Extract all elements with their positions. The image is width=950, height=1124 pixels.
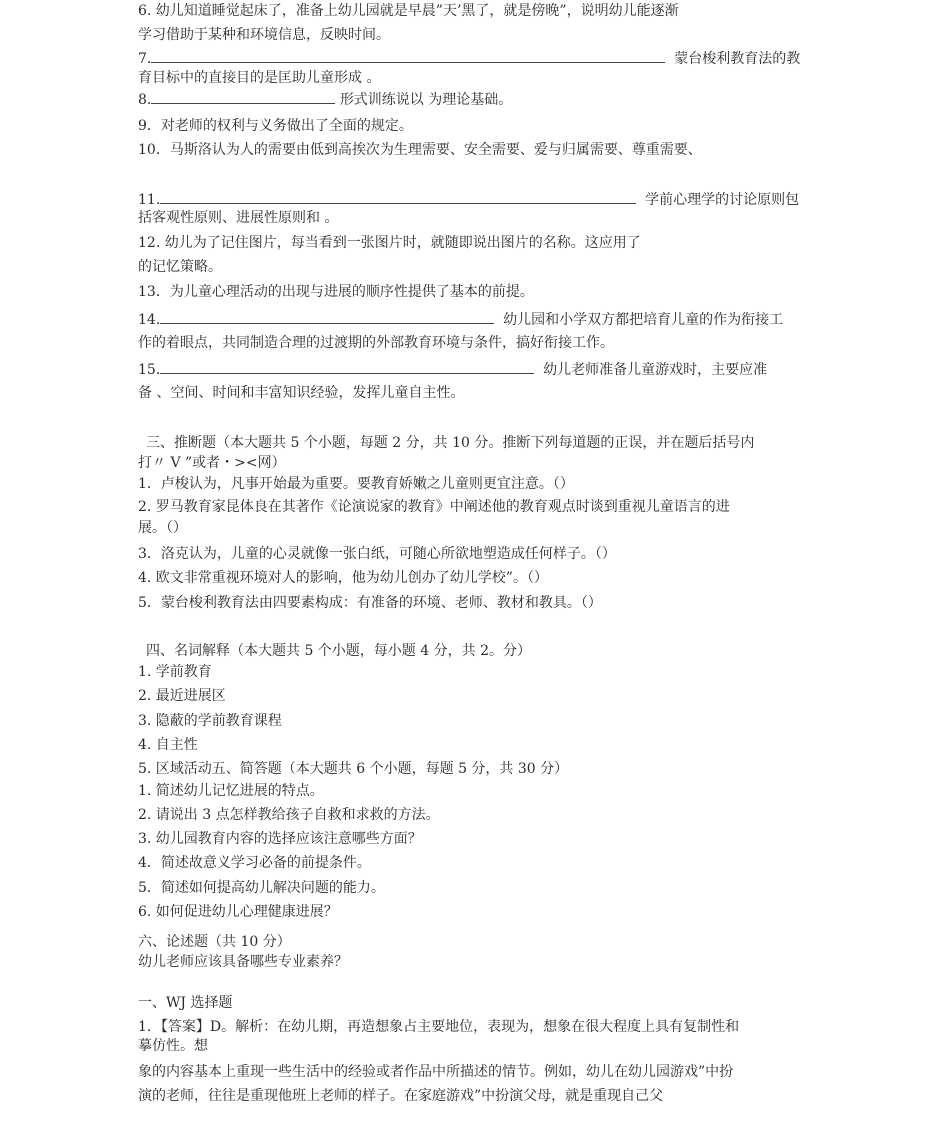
judgment-item: 5．蒙台梭利教育法由四要素构成：有准备的环境、老师、教材和教具。（） [138,595,602,611]
q15-text: 幼儿老师准备儿童游戏时，主要应准 [543,362,768,378]
short-answer-item: 2. 请说出 3 点怎样教给孩子自救和求救的方法。 [138,807,440,823]
short-answer-item: 1. 简述幼儿记忆进展的特点。 [138,783,324,799]
q9-line: 9．对老师的权利与义务做出了全面的规定。 [138,118,413,134]
q8-line [138,91,512,109]
q11-line1 [138,191,799,209]
judgment-item: 2. 罗马教育家昆体良在其著作《论演说家的教育》中阐述他的教育观点时谈到重视儿童语言的进 [138,499,730,515]
q6-line2: 学习借助于某种和环境信息，反映时间。 [138,27,390,43]
q7-line2: 育目标中的直接目的是匡助儿童形成 。 [138,70,381,86]
q15-line2: 备 、空间、时间和丰富知识经验，发挥儿童自主性。 [138,385,465,401]
term-item: 1. 学前教育 [138,664,212,680]
terms-heading: 四、名词解释（本大题共 5 个小题，每小题 4 分，共 2。分） [146,643,531,659]
q7-text: 蒙台梭利教育法的教 [674,51,801,67]
q15-number: 15. [138,362,161,378]
q7-number: 7. [138,51,152,67]
q11-line2: 括客观性原则、进展性原则和 。 [138,210,339,226]
q13-line: 13．为儿童心理活动的出现与进展的顺序性提供了基本的前提。 [138,284,534,300]
q7-line1 [138,50,800,68]
short-answer-item: 4．简述故意义学习必备的前提条件。 [138,855,371,871]
term-item: 2. 最近进展区 [138,688,226,704]
answer-line: 1．【答案】D。解析：在幼儿期，再造想象占主要地位，表现为，想象在很大程度上具有复制性和 [138,1019,740,1035]
essay-heading: 六、论述题（共 10 分） [138,934,291,950]
term-item: 3. 隐蔽的学前教育课程 [138,713,282,729]
short-answer-item: 5．简述如何提高幼儿解决问题的能力。 [138,880,385,896]
q8-text: 形式训练说以 为理论基础。 [339,92,513,108]
q14-number: 14. [138,312,161,328]
q12-line1: 12. 幼儿为了记住图片，每当看到一张图片时，就随即说出图片的名称。这应用了 [138,235,641,251]
q11-number: 11. [138,192,161,208]
answer-line: 演的老师，往往是重现他班上老师的样子。在家庭游戏”中扮演父母，就是重现自己父 [138,1088,664,1104]
term-item: 5. 区域活动五、简答题（本大题共 6 个小题，每题 5 分，共 30 分） [138,761,569,777]
q15-line1 [138,361,767,379]
judgment-item: 1．卢梭认为，凡事开始最为重要。要教育娇嫩之儿童则更宜注意。（） [138,476,574,492]
answer-line: 摹仿性。想 [138,1038,208,1054]
q8-blank [151,91,335,104]
term-item: 4. 自主性 [138,737,198,753]
answer-line: 象的内容基本上重现一些生活中的经验或者作品中所描述的情节。例如，幼儿在幼儿园游戏”中扮 [138,1064,734,1080]
answers-heading: 一、WJ 选择题 [138,995,233,1011]
q14-line1 [138,311,783,329]
essay-question: 幼儿老师应该具备哪些专业素养？ [138,954,348,970]
judgment-heading-line2: 打〃 V ”或者・><网） [138,455,286,471]
judgment-item: 展。（） [138,520,187,536]
q12-line2: 的记忆策略。 [138,259,222,275]
q7-blank [151,50,665,63]
short-answer-item: 6. 如何促进幼儿心理健康进展？ [138,904,338,920]
judgment-item: 4. 欧文非常重视环境对人的影响，他为幼儿创办了幼儿学校”。（） [138,570,548,586]
q14-blank [160,311,494,324]
q8-number: 8. [138,92,152,108]
judgment-heading-line1: 三、推断题（本大题共 5 个小题，每题 2 分，共 10 分。推断下列每道题的正误，并在题后括号内 [146,435,755,451]
q10-line: 10．马斯洛认为人的需要由低到高挨次为生理需要、安全需要、爱与归属需要、尊重需要、 [138,142,702,158]
judgment-item: 3．洛克认为，儿童的心灵就像一张白纸，可随心所欲地塑造成任何样子。（） [138,546,616,562]
q11-blank [160,191,636,204]
q6-line1: 6. 幼儿知道睡觉起床了，准备上幼儿园就是早晨”天’黑了，就是傍晚”，说明幼儿能逐渐 [138,3,679,19]
q14-text: 幼儿园和小学双方都把培育儿童的作为衔接工 [503,312,784,328]
q11-text: 学前心理学的讨论原则包 [645,192,800,208]
q15-blank [160,361,534,374]
q14-line2: 作的着眼点，共同制造合理的过渡期的外部教育环境与条件，搞好衔接工作。 [138,335,614,351]
short-answer-item: 3. 幼儿园教育内容的选择应该注意哪些方面？ [138,831,422,847]
